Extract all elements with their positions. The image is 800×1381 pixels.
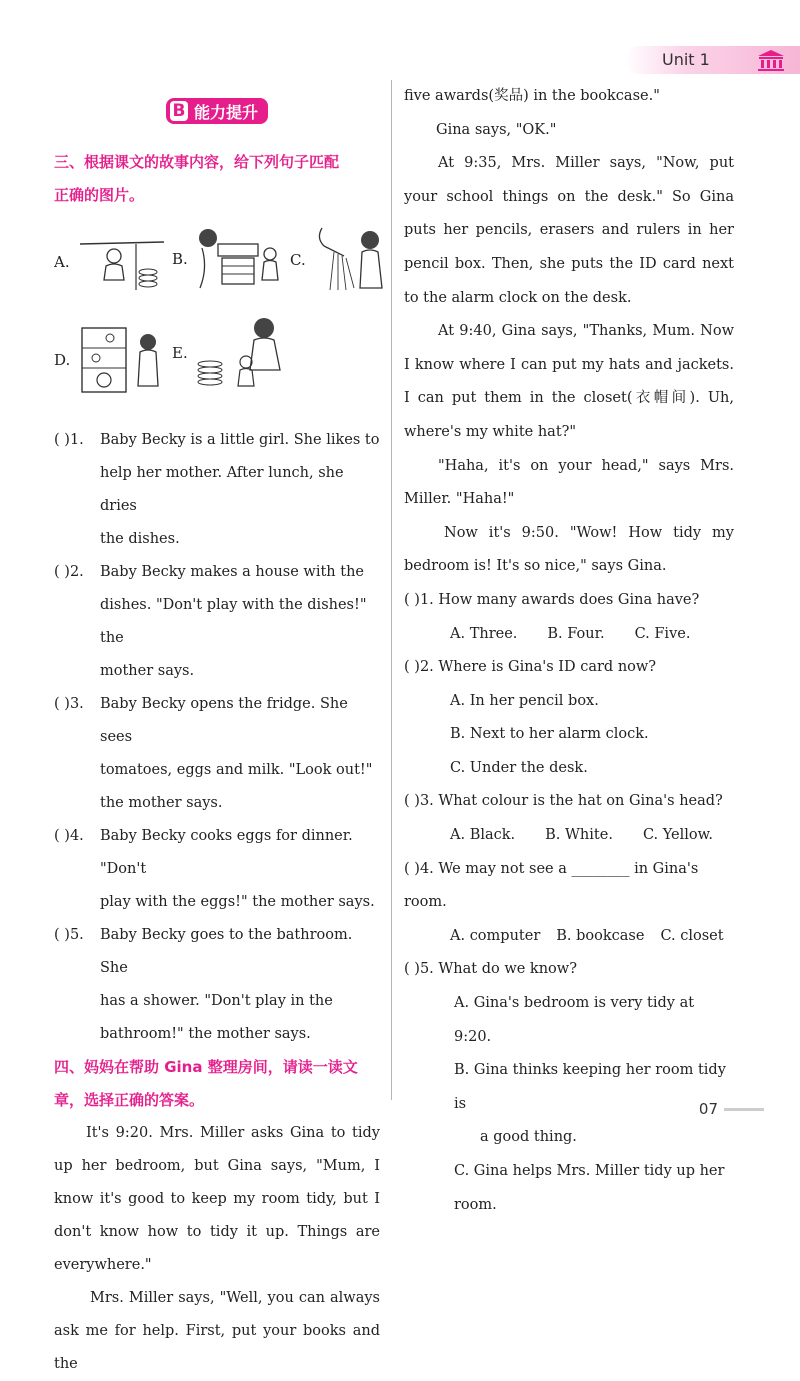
q3-title (54, 146, 380, 212)
question-number: 1. (419, 591, 434, 608)
item-line: play with the eggs!" the mother says. (100, 894, 375, 910)
picture-grid (54, 224, 380, 424)
section-title: 能力提升 (193, 102, 258, 122)
page-number (699, 1100, 764, 1118)
q4-question-1 (404, 584, 734, 651)
building-icon (756, 48, 786, 72)
answer-blank[interactable] (54, 556, 100, 688)
item-number: 5. (69, 927, 84, 943)
item-text (100, 556, 380, 688)
item-number: 1. (69, 432, 84, 448)
option-a[interactable]: A. computer (450, 927, 541, 944)
unit-label: Unit 1 (662, 50, 710, 69)
q3-title-line1: 三、根据课文的故事内容，给下列句子匹配 (54, 153, 340, 171)
answer-blank[interactable] (54, 919, 100, 1051)
picture-a (54, 232, 166, 292)
option-b[interactable]: B. Next to her alarm clock. (450, 726, 649, 743)
option-a[interactable]: A. Black. (450, 827, 516, 844)
options-row (404, 819, 734, 853)
answer-blank[interactable]: ( ) (404, 591, 420, 608)
item-line: Baby Becky makes a house with the (100, 564, 365, 580)
option-a[interactable]: A. Three. (450, 625, 518, 642)
q3-item (54, 424, 380, 556)
answer-paren: ( ) (54, 432, 70, 448)
answer-paren: ( ) (54, 564, 70, 580)
item-line: Baby Becky is a little girl. She likes to (100, 432, 380, 448)
option-c[interactable]: C. Under the desk. (450, 759, 588, 776)
q3-item (54, 820, 380, 919)
passage-paragraph: At 9:40, Gina says, "Thanks, Mum. Now I know where I can put my hats and jackets. I can put them in the closet(衣帽间). Uh, where's my white hat?" (404, 323, 734, 440)
section-b-badge (166, 98, 268, 124)
answer-blank[interactable]: ( ) (404, 659, 420, 676)
q4-title-line1: 四、妈妈在帮助 Gina 整理房间，请读一读文 (54, 1058, 358, 1076)
option-c[interactable]: C. closet (660, 927, 724, 944)
shower-icon (312, 224, 388, 296)
passage-paragraph: "Haha, it's on your head," says Mrs. Miller. "Haha!" (404, 457, 734, 508)
picture-label: E. (172, 344, 188, 362)
answer-blank[interactable] (54, 688, 100, 820)
item-line: bathroom!" the mother says. (100, 1026, 311, 1042)
question-stem (404, 584, 734, 618)
picture-e (172, 314, 290, 392)
answer-blank[interactable]: ( ) (404, 793, 420, 810)
answer-paren: ( ) (54, 927, 70, 943)
left-column (54, 96, 380, 1381)
question-text: Where is Gina's ID card now? (438, 659, 657, 676)
passage-paragraph: Mrs. Miller says, "Well, you can always ask me for help. First, put your books and the (54, 1290, 380, 1372)
item-number: 4. (69, 828, 84, 844)
fridge-icon (76, 324, 168, 396)
item-line: Baby Becky cooks eggs for dinner. "Don't (100, 828, 353, 877)
question-text: What colour is the hat on Gina's head? (438, 793, 723, 810)
picture-label: B. (172, 250, 188, 268)
question-stem (404, 953, 734, 987)
item-text (100, 688, 380, 820)
section-letter: B (170, 101, 188, 121)
q3-items (54, 424, 380, 1051)
question-number: 5. (419, 961, 434, 978)
answer-blank[interactable] (54, 820, 100, 919)
section-b-header (54, 96, 380, 126)
item-number: 2. (69, 564, 84, 580)
question-number: 3. (419, 793, 434, 810)
picture-c (290, 224, 388, 296)
item-line: Baby Becky goes to the bathroom. She (100, 927, 353, 976)
option-a[interactable]: A. Gina's bedroom is very tidy at 9:20. (454, 995, 695, 1045)
item-number: 3. (69, 696, 84, 712)
option-b[interactable]: B. White. (545, 827, 613, 844)
page-number-text: 07 (698, 1100, 718, 1118)
option-c[interactable]: C. Yellow. (642, 827, 713, 844)
item-line: the dishes. (100, 531, 180, 547)
q3-item (54, 688, 380, 820)
item-text (100, 919, 380, 1051)
answer-blank[interactable]: ( ) (404, 961, 420, 978)
column-divider (391, 80, 392, 1100)
cooking-eggs-icon (194, 314, 290, 392)
picture-b (172, 226, 286, 292)
option-c[interactable]: C. Five. (634, 625, 691, 642)
passage-paragraph: five awards(奖品) in the bookcase." (404, 88, 660, 104)
answer-blank[interactable] (54, 424, 100, 556)
question-text: We may not see a ________ in Gina's room. (404, 860, 699, 911)
q4-title (54, 1051, 380, 1117)
picture-label: D. (54, 351, 71, 369)
picture-label: C. (290, 251, 306, 269)
option-a[interactable]: A. In her pencil box. (450, 692, 599, 709)
passage-paragraph: At 9:35, Mrs. Miller says, "Now, put your school things on the desk." So Gina puts her pencils, erasers and rulers in her pencil box. Then, she puts the ID card next to the alarm clock on the desk. (404, 155, 734, 306)
passage-paragraph: Gina says, "OK." (436, 121, 557, 138)
options-row (404, 618, 734, 652)
option-b[interactable]: B. bookcase (556, 927, 645, 944)
picture-d (54, 324, 168, 396)
question-stem (404, 853, 734, 920)
picture-label: A. (54, 253, 70, 271)
answer-paren: ( ) (54, 828, 70, 844)
passage-paragraph: It's 9:20. Mrs. Miller asks Gina to tidy up her bedroom, but Gina says, "Mum, I know it's good to keep my room tidy, but I don't know how to tidy it up. Things are everywhere." (54, 1125, 380, 1273)
q3-item (54, 919, 380, 1051)
option-b[interactable]: B. Gina thinks keeping her room tidy is (454, 1062, 726, 1112)
right-column (404, 80, 734, 1222)
question-text: How many awards does Gina have? (438, 591, 700, 608)
item-text (100, 820, 380, 919)
q4-question-2 (404, 651, 734, 785)
item-line: the mother says. (100, 795, 223, 811)
answer-blank[interactable]: ( ) (404, 860, 420, 877)
q4-question-5 (404, 953, 734, 1222)
option-c[interactable]: C. Gina helps Mrs. Miller tidy up her room. (454, 1163, 725, 1213)
answer-paren: ( ) (54, 696, 70, 712)
item-line: tomatoes, eggs and milk. "Look out!" (100, 762, 373, 778)
page-number-line (724, 1108, 764, 1111)
question-number: 2. (419, 659, 434, 676)
q4-question-4 (404, 853, 734, 954)
item-line: dishes. "Don't play with the dishes!" the (100, 597, 367, 646)
passage-paragraph: Now it's 9:50. "Wow! How tidy my bedroom is! It's so nice," says Gina. (404, 524, 734, 575)
option-b-continuation: a good thing. (480, 1129, 577, 1146)
q4-question-3 (404, 785, 734, 852)
item-line: mother says. (100, 663, 195, 679)
options-row (404, 920, 734, 954)
q4-title-line2: 章，选择正确的答案。 (54, 1091, 205, 1109)
unit-tab (625, 46, 800, 74)
option-b[interactable]: B. Four. (547, 625, 605, 642)
item-line: help her mother. After lunch, she dries (100, 465, 344, 514)
question-stem (404, 651, 734, 685)
question-stem (404, 785, 734, 819)
q3-title-line2: 正确的图片。 (54, 186, 145, 204)
q3-item (54, 556, 380, 688)
question-text: What do we know? (438, 961, 577, 978)
item-line: has a shower. "Don't play in the (100, 993, 333, 1009)
dish-house-icon (194, 226, 286, 292)
question-number: 4. (419, 860, 434, 877)
item-line: Baby Becky opens the fridge. She sees (100, 696, 348, 745)
item-text (100, 424, 380, 556)
baby-with-dishes-icon (76, 232, 166, 292)
